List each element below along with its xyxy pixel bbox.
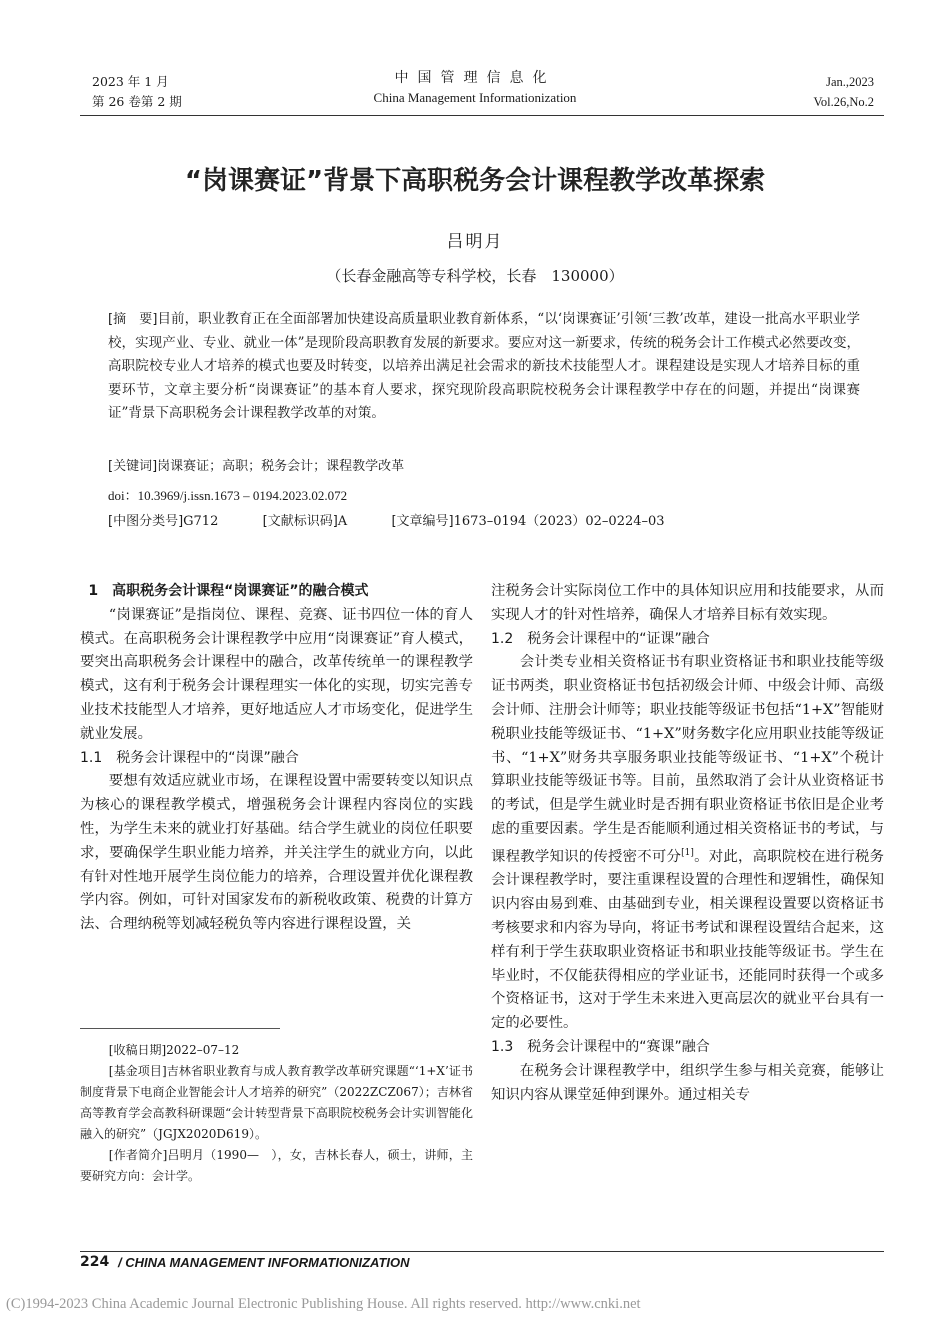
footer-divider: [80, 1251, 884, 1252]
section-heading-1-3: 1.3 税务会计课程中的“赛课”融合: [491, 1038, 710, 1055]
article-no-label: [文章编号]: [391, 514, 454, 529]
clc-value: G712: [183, 514, 219, 529]
issue-volume-cn: 第 26 卷第 2 期: [92, 94, 182, 109]
abstract-label: [摘 要]: [108, 312, 158, 327]
issue-date-en: Jan.,2023: [826, 75, 874, 89]
doi: doi：10.3969/j.issn.1673 – 0194.2023.02.072: [108, 488, 348, 503]
paragraph-text: 会计类专业相关资格证书有职业资格证书和职业技能等级证书两类，职业资格证书包括初级会计师、中级会计师、高级会计师、注册会计师等；职业技能等级证书包括“1+X”智能财税职业技能等级证书、“1+X”财务数字化应用职业技能等级证书、“1+X”财务共享服务职业技能等级证书、“1+X”个税计算职业技能等级证书等。目前，虽然取消了会计从业资格证书的考试，但是学生就业时是否拥有职业资格证书依旧是企业考虑的重要因素。学生是否能顺利通过相关资格证书的考试，与课程教学知识的传授密不可分: [491, 654, 884, 865]
fund-info: [基金项目]吉林省职业教育与成人教育教学改革研究课题“‘1+X’证书制度背景下电商企业智能会计人才培养的研究”（2022ZCZ067）；吉林省高等教育学会高教科研课题“会计转型背景下高职院校税务会计实训智能化融入的研究”（JGJX2020D619）。: [80, 1064, 473, 1141]
section-heading-1: 1 高职税务会计课程“岗课赛证”的融合模式: [88, 583, 369, 599]
clc-label: [中图分类号]: [108, 514, 184, 529]
page-number: 224: [80, 1254, 110, 1270]
footnote-divider: [80, 1028, 280, 1029]
article-title: “岗课赛证”背景下高职税务会计课程教学改革探索: [184, 166, 766, 196]
journal-name-en: China Management Informationization: [373, 90, 577, 105]
issue-volume-en: Vol.26,No.2: [813, 95, 874, 109]
abstract-text: 目前，职业教育正在全面部署加快建设高质量职业教育新体系，“以‘岗课赛证’引领‘三教’改革，建设一批高水平职业学校，实现产业、专业、就业一体”是现阶段高职教育发展的新要求。要应对这一新要求，传统的税务会计工作模式必然要改变，高职院校专业人才培养的模式也要及时转变，以培养出满足社会需求的新技术技能型人才。课程建设是实现人才培养目标的重要环节，文章主要分析“岗课赛证”的基本育人要求，探究现阶段高职院校税务会计课程教学中存在的问题，并提出“岗课赛证”背景下高职税务会计课程教学改革的对策。: [108, 311, 860, 421]
header-right: [760, 72, 874, 112]
article-no-value: 1673–0194（2023）02–0224–03: [453, 514, 665, 529]
paragraph: 注税务会计实际岗位工作中的具体知识应用和技能要求，从而实现人才的针对性培养，确保人才培养目标有效实现。: [491, 583, 884, 623]
issue-date-cn: 2023 年 1 月: [92, 74, 169, 89]
section-heading-1-1: 1.1 税务会计课程中的“岗课”融合: [80, 749, 299, 766]
author-name: 吕明月: [446, 232, 504, 252]
author-bio: [作者简介]吕明月（1990— ），女，吉林长春人，硕士，讲师，主要研究方向：会计学。: [80, 1148, 473, 1183]
body-right-column: [491, 580, 884, 1107]
paragraph-text: 。对此，高职院校在进行税务会计课程教学时，要注重课程设置的合理性和逻辑性，确保知识内容由易到难、由基础到专业，相关课程设置要以资格证书考核要求和内容为导向，将证书考试和课程设置结合起来，这样有利于学生获取职业资格证书和职业技能等级证书。学生在毕业时，不仅能获得相应的学业证书，还能同时获得一个或多个资格证书，这对于学生未来进入更高层次的就业平台具有一定的必要性。: [491, 848, 884, 1032]
section-heading-1-2: 1.2 税务会计课程中的“证课”融合: [491, 630, 710, 647]
header-divider: [80, 115, 884, 116]
received-date: [收稿日期]2022–07–12: [108, 1043, 240, 1057]
classification-row: [108, 511, 665, 533]
keywords: [108, 456, 404, 478]
author-affiliation: （长春金融高等专科学校，长春 130000）: [326, 267, 624, 285]
citation-ref[interactable]: [1]: [681, 847, 694, 858]
header-left: [92, 72, 182, 112]
footer-journal-name: / CHINA MANAGEMENT INFORMATIONIZATION: [118, 1255, 410, 1270]
copyright-notice: (C)1994-2023 China Academic Journal Electronic Publishing House. All rights reserved. http://www.cnki.net: [6, 1296, 641, 1312]
paragraph: [491, 651, 884, 1036]
paragraph: 要想有效适应就业市场，在课程设置中需要转变以知识点为核心的课程教学模式，增强税务会计课程内容岗位的实践性，为学生未来的就业打好基础。结合学生就业的岗位任职要求，要确保学生职业能力培养，并关注学生的就业方向，以此有针对性地开展学生岗位能力的培养，合理设置并优化课程教学内容。例如，可针对国家发布的新税收政策、税费的计算方法、合理纳税等划减轻税负等内容进行课程设置，关: [80, 773, 473, 933]
doc-code-label: [文献标识码]: [262, 514, 338, 529]
keywords-text: 岗课赛证；高职；税务会计；课程教学改革: [157, 459, 405, 474]
footnote: [80, 1040, 473, 1187]
header-center: [330, 68, 620, 108]
doc-code-value: A: [337, 514, 348, 529]
abstract: [108, 308, 860, 426]
keywords-label: [关键词]: [108, 459, 158, 474]
paragraph: “岗课赛证”是指岗位、课程、竞赛、证书四位一体的育人模式。在高职税务会计课程教学中应用“岗课赛证”育人模式，要突出高职税务会计课程中的融合，改革传统单一的课程教学模式，这有利于税务会计课程理实一体化的实现，切实完善专业技术技能型人才培养，更好地适应人才市场变化，促进学生就业发展。: [80, 606, 473, 742]
paragraph: 在税务会计课程教学中，组织学生参与相关竞赛，能够让知识内容从课堂延伸到课外。通过相关专: [491, 1062, 884, 1103]
body-left-column: [80, 580, 473, 937]
journal-name-cn: 中国管理信息化: [394, 70, 556, 86]
